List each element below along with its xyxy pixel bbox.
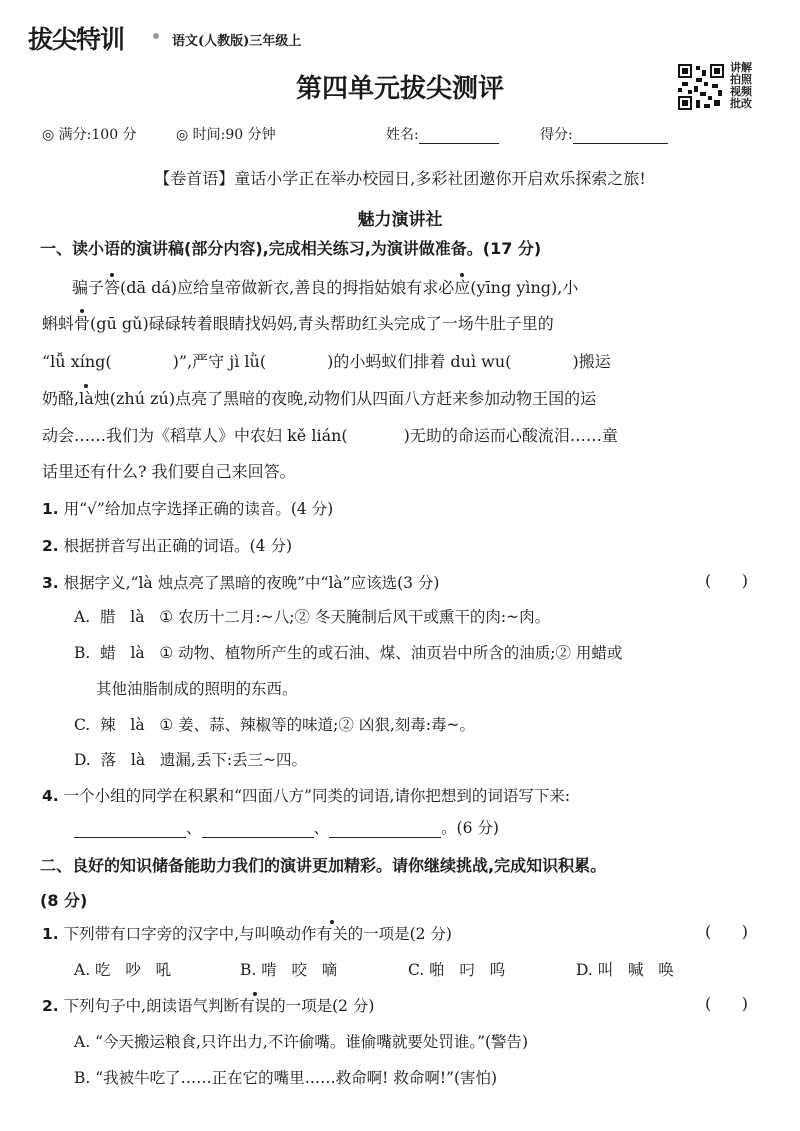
answer-paren[interactable]: ( )	[705, 922, 748, 941]
brand-logo: 拔尖特训	[28, 25, 125, 54]
option-c: C. 啪 叼 呜	[408, 961, 506, 979]
answer-paren[interactable]: ( )	[705, 994, 748, 1013]
name-blank[interactable]	[419, 129, 499, 144]
score-label: 得分:	[540, 127, 573, 143]
section-2-title: 二、良好的知识储备能助力我们的演讲更加精彩。请你继续挑战,完成知识积累。	[40, 856, 607, 875]
passage-line-4: 奶酪,là烛(zhú zú)点亮了黑暗的夜晚,动物们从四面八方赶来参加动物王国的运	[42, 389, 597, 408]
option-b: B. “我被牛吃了……正在它的嘴里……救命啊! 救命啊!”(害怕)	[74, 1069, 498, 1087]
section-1-title: 一、读小语的演讲稿(部分内容),完成相关练习,为演讲做准备。(17 分)	[40, 239, 542, 258]
subject-label: 语文(人教版)三年级上	[172, 34, 302, 49]
name-field[interactable]	[386, 124, 499, 144]
option-d: D. 叫 喊 唤	[576, 961, 674, 979]
passage-line-5: 动会……我们为《稻草人》中农妇 kě lián( )无助的命运而心酸流泪……童	[42, 426, 618, 445]
answer-blank[interactable]	[74, 821, 186, 838]
club-title: 魅力演讲社	[357, 210, 443, 230]
passage-line-2: 蝌蚪骨(gū gǔ)碌碌转着眼睛找妈妈,青头帮助红头完成了一场牛肚子里的	[42, 314, 554, 333]
bullet-dot	[153, 33, 159, 39]
score-blank[interactable]	[573, 129, 668, 144]
score-field[interactable]	[540, 124, 668, 144]
answer-paren[interactable]: ( )	[705, 571, 748, 590]
passage-line-1: 骗子答(dā dá)应给皇帝做新衣,善良的拇指姑娘有求必应(yīng yìng),小	[72, 278, 579, 297]
name-label: 姓名:	[386, 127, 419, 143]
passage-line-3: “lǚ xíng( )”,严守 jì lǜ( )的小蚂蚁们排着 duì wu( )搬运	[42, 352, 611, 371]
section-2-title-cont: (8 分)	[40, 891, 88, 910]
option-b: B. 蜡 là ① 动物、植物所产生的或石油、煤、油页岩中所含的油质;② 用蜡或	[74, 644, 623, 662]
page-title: 第四单元拔尖测评	[295, 74, 504, 104]
answer-blank[interactable]	[329, 821, 441, 838]
passage-line-6: 话里还有什么? 我们要自己来回答。	[42, 462, 296, 481]
option-c: C. 辣 là ① 姜、蒜、辣椒等的味道;② 凶狠,刻毒:毒~。	[74, 716, 475, 734]
qr-label: 讲解拍照视频批改	[730, 61, 752, 110]
question-1-1: 1. 用“√”给加点字选择正确的读音。(4 分)	[42, 500, 334, 518]
answer-blank[interactable]	[202, 821, 314, 838]
question-1-2: 2. 根据拼音写出正确的词语。(4 分)	[42, 537, 293, 555]
answer-blanks[interactable]: 、 、 。(6 分)	[74, 816, 499, 838]
question-1-3: 3. 根据字义,“là 烛点亮了黑暗的夜晚”中“là”应该选(3 分)	[42, 574, 440, 592]
option-b-cont: 其他油脂制成的照明的东西。	[96, 680, 298, 698]
qr-code-icon[interactable]	[676, 62, 726, 112]
option-a: A. “今天搬运粮食,只许出力,不许偷嘴。谁偷嘴就要处罚谁。”(警告)	[74, 1033, 529, 1051]
full-score: ◎ 满分:100 分	[42, 127, 137, 143]
question-1-4: 4. 一个小组的同学在积累和“四面八方”同类的词语,请你把想到的词语写下来:	[42, 787, 571, 805]
exam-time: ◎ 时间:90 分钟	[176, 127, 276, 143]
option-d: D. 落 là 遗漏,丢下:丢三~四。	[74, 751, 308, 769]
option-a: A. 腊 là ① 农历十二月:~八;② 冬天腌制后风干或熏干的肉:~肉。	[74, 608, 551, 626]
option-a: A. 吃 吵 吼	[74, 961, 172, 979]
question-2-2: 2. 下列句子中,朗读语气判断有误的一项是(2 分)	[42, 997, 375, 1015]
question-2-1: 1. 下列带有口字旁的汉字中,与叫唤动作有关的一项是(2 分)	[42, 925, 452, 943]
preface: 【卷首语】童话小学正在举办校园日,多彩社团邀你开启欢乐探索之旅!	[154, 169, 646, 188]
option-b: B. 啃 咬 嘀	[240, 961, 338, 979]
